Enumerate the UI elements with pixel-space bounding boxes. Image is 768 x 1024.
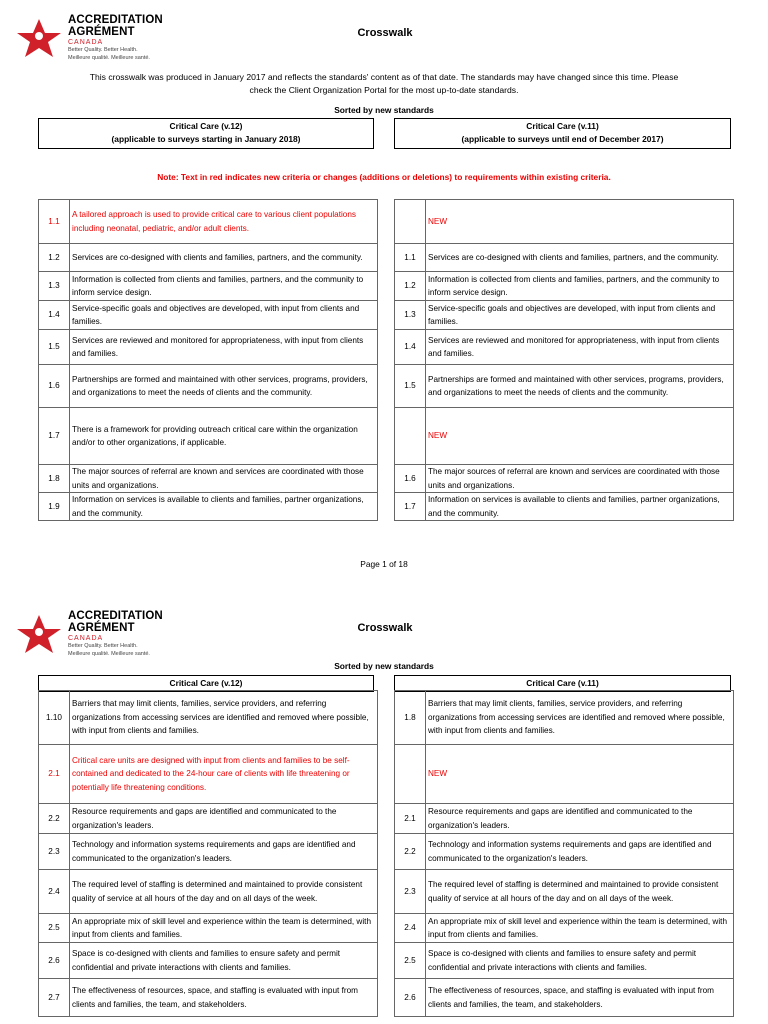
old-criterion-number: 1.7: [395, 493, 426, 521]
old-criterion-text: NEW: [426, 745, 734, 804]
old-criterion-text: The major sources of referral are known and services are coordinated with those units and organizations.: [426, 465, 734, 493]
table-row: [39, 365, 378, 408]
new-criterion-text: Information on services is available to clients and families, partner organizations, and the community.: [70, 493, 378, 521]
table-row: [395, 804, 734, 834]
logo-tagline-1: Better Quality. Better Health.: [68, 47, 138, 53]
table-row: [395, 408, 734, 465]
table-row: [39, 408, 378, 465]
new-criterion-number: 1.7: [39, 408, 70, 465]
table-row: [39, 493, 378, 521]
logo-line-1: ACCREDITATION: [68, 610, 163, 622]
logo-line-2: AGRÉMENT: [68, 25, 135, 38]
sorted-label: Sorted by new standards: [334, 105, 434, 115]
header-new-title: Critical Care (v.12): [169, 121, 243, 131]
old-criterion-number: [395, 408, 426, 465]
table-row: [395, 834, 734, 870]
page-2: [0, 596, 768, 1024]
logo-line-3: CANADA: [68, 635, 104, 642]
crosswalk-table-new-p2: [38, 690, 378, 1017]
header-old-version: Critical Care (v.11): [394, 675, 731, 692]
old-criterion-number: 1.3: [395, 301, 426, 330]
new-criterion-number: 1.9: [39, 493, 70, 521]
new-criterion-text: Information is collected from clients and families, partners, and the community to inform service design.: [70, 272, 378, 301]
table-row: [39, 301, 378, 330]
new-criterion-number: 1.3: [39, 272, 70, 301]
new-criterion-number: 1.1: [39, 200, 70, 244]
intro-line-1: This crosswalk was produced in January 2017 and reflects the standards' content as of that date. The standards may have changed since this time. Please: [89, 72, 679, 82]
old-criterion-number: 1.8: [395, 691, 426, 745]
accreditation-canada-logo: [16, 15, 176, 65]
new-criterion-number: 1.6: [39, 365, 70, 408]
header-new-version: [38, 118, 374, 149]
table-row: [39, 465, 378, 493]
header-old-title: Critical Care (v.11): [526, 121, 599, 131]
new-criterion-text: Service-specific goals and objectives are developed, with input from clients and families.: [70, 301, 378, 330]
old-criterion-number: [395, 745, 426, 804]
old-criterion-text: An appropriate mix of skill level and experience within the team is determined, with input from clients and families.: [426, 914, 734, 943]
new-criterion-number: 2.1: [39, 745, 70, 804]
table-row: [39, 804, 378, 834]
new-criterion-text: The major sources of referral are known and services are coordinated with those units and organizations.: [70, 465, 378, 493]
new-criterion-text: There is a framework for providing outreach critical care within the organization and/or to other organizations, if applicable.: [70, 408, 378, 465]
table-row: [395, 943, 734, 979]
red-star-person-icon: [16, 613, 62, 655]
new-criterion-text: The effectiveness of resources, space, and staffing is evaluated with input from clients and families, the team, and stakeholders.: [70, 979, 378, 1017]
logo-line-2: AGRÉMENT: [68, 621, 135, 634]
new-criterion-number: 2.4: [39, 870, 70, 914]
table-row: [395, 870, 734, 914]
table-row: [395, 272, 734, 301]
old-criterion-number: 2.3: [395, 870, 426, 914]
new-criterion-text: Critical care units are designed with input from clients and families to be self-contained and dedicated to the 24-hour care of clients with life threatening or potentially life threatening conditions.: [70, 745, 378, 804]
old-criterion-number: 1.5: [395, 365, 426, 408]
old-criterion-text: Barriers that may limit clients, families, service providers, and referring organizations from accessing services are identified and removed where possible, with input from clients and families.: [426, 691, 734, 745]
old-criterion-number: 2.1: [395, 804, 426, 834]
header-old-subtitle: (applicable to surveys until end of December 2017): [461, 134, 664, 144]
old-criterion-text: NEW: [426, 408, 734, 465]
header-new-subtitle: (applicable to surveys starting in January 2018): [111, 134, 301, 144]
new-criterion-number: 1.10: [39, 691, 70, 745]
accreditation-canada-logo: [16, 611, 176, 661]
old-criterion-number: 1.2: [395, 272, 426, 301]
old-criterion-number: 2.4: [395, 914, 426, 943]
old-criterion-number: [395, 200, 426, 244]
new-criterion-text: Services are co-designed with clients and families, partners, and the community.: [70, 244, 378, 272]
header-old-version: [394, 118, 731, 149]
old-criterion-text: Services are reviewed and monitored for appropriateness, with input from clients and families.: [426, 330, 734, 365]
intro-line-2: check the Client Organization Portal for the most up-to-date standards.: [249, 85, 519, 95]
old-criterion-number: 1.1: [395, 244, 426, 272]
table-row: [395, 691, 734, 745]
header-new-version: Critical Care (v.12): [38, 675, 374, 692]
old-criterion-text: NEW: [426, 200, 734, 244]
table-row: [39, 914, 378, 943]
new-criterion-number: 2.6: [39, 943, 70, 979]
old-criterion-text: The required level of staffing is determined and maintained to provide consistent quality of service at all hours of the day and on all days of the week.: [426, 870, 734, 914]
table-row: [395, 200, 734, 244]
new-criterion-text: Space is co-designed with clients and families to ensure safety and permit confidential and private interactions with clients and families.: [70, 943, 378, 979]
table-row: [39, 745, 378, 804]
old-criterion-number: 2.2: [395, 834, 426, 870]
new-criterion-number: 2.3: [39, 834, 70, 870]
note-text: Note: Text in red indicates new criteria or changes (additions or deletions) to requirements within existing criteria.: [157, 172, 611, 182]
new-criterion-text: Services are reviewed and monitored for appropriateness, with input from clients and families.: [70, 330, 378, 365]
table-row: [39, 244, 378, 272]
new-criterion-text: Barriers that may limit clients, families, service providers, and referring organizations from accessing services are identified and removed where possible, with input from clients and families.: [70, 691, 378, 745]
table-row: [395, 301, 734, 330]
old-criterion-text: Partnerships are formed and maintained with other services, programs, providers, and organizations to meet the needs of clients and the community.: [426, 365, 734, 408]
table-row: [39, 200, 378, 244]
table-row: [39, 870, 378, 914]
page-title: Crosswalk: [357, 622, 413, 634]
table-row: [395, 493, 734, 521]
crosswalk-table-new-p1: [38, 199, 378, 521]
logo-tagline-2: Meilleure qualité. Meilleure santé.: [68, 650, 150, 657]
table-row: [395, 979, 734, 1017]
table-row: [39, 979, 378, 1017]
old-criterion-text: Information on services is available to clients and families, partner organizations, and the community.: [426, 493, 734, 521]
table-row: [395, 745, 734, 804]
new-criterion-number: 1.5: [39, 330, 70, 365]
new-criterion-number: 2.2: [39, 804, 70, 834]
new-criterion-number: 1.2: [39, 244, 70, 272]
old-criterion-text: Resource requirements and gaps are identified and communicated to the organization's leaders.: [426, 804, 734, 834]
new-criterion-text: A tailored approach is used to provide critical care to various client populations including neonatal, pediatric, and/or adult clients.: [70, 200, 378, 244]
crosswalk-table-old-p1: [394, 199, 734, 521]
crosswalk-table-old-p2: [394, 690, 734, 1017]
old-criterion-text: Technology and information systems requirements and gaps are identified and communicated to the organization's leaders.: [426, 834, 734, 870]
sorted-label: Sorted by new standards: [334, 661, 434, 671]
logo-tagline-1: Better Quality. Better Health.: [68, 643, 138, 649]
table-row: [39, 691, 378, 745]
new-criterion-text: Partnerships are formed and maintained with other services, programs, providers, and organizations to meet the needs of clients and the community.: [70, 365, 378, 408]
new-criterion-text: An appropriate mix of skill level and experience within the team is determined, with input from clients and families.: [70, 914, 378, 943]
old-criterion-text: The effectiveness of resources, space, and staffing is evaluated with input from clients and families, the team, and stakeholders.: [426, 979, 734, 1017]
table-row: [395, 330, 734, 365]
logo-line-1: ACCREDITATION: [68, 14, 163, 26]
page-title: Crosswalk: [357, 27, 413, 39]
old-criterion-text: Service-specific goals and objectives are developed, with input from clients and families.: [426, 301, 734, 330]
table-row: [39, 272, 378, 301]
new-criterion-text: Resource requirements and gaps are identified and communicated to the organization's leaders.: [70, 804, 378, 834]
old-criterion-number: 1.6: [395, 465, 426, 493]
old-criterion-number: 1.4: [395, 330, 426, 365]
table-row: [39, 943, 378, 979]
logo-line-3: CANADA: [68, 39, 104, 46]
table-row: [395, 914, 734, 943]
new-criterion-number: 2.5: [39, 914, 70, 943]
old-criterion-text: Information is collected from clients and families, partners, and the community to inform service design.: [426, 272, 734, 301]
new-criterion-text: The required level of staffing is determined and maintained to provide consistent quality of service at all hours of the day and on all days of the week.: [70, 870, 378, 914]
old-criterion-number: 2.5: [395, 943, 426, 979]
new-criterion-number: 2.7: [39, 979, 70, 1017]
table-row: [39, 330, 378, 365]
old-criterion-number: 2.6: [395, 979, 426, 1017]
red-star-person-icon: [16, 17, 62, 59]
table-row: [395, 244, 734, 272]
new-criterion-text: Technology and information systems requirements and gaps are identified and communicated to the organization's leaders.: [70, 834, 378, 870]
table-row: [395, 365, 734, 408]
table-row: [395, 465, 734, 493]
table-row: [39, 834, 378, 870]
page-number: Page 1 of 18: [360, 559, 408, 569]
old-criterion-text: Space is co-designed with clients and families to ensure safety and permit confidential and private interactions with clients and families.: [426, 943, 734, 979]
intro-text: [50, 71, 718, 97]
new-criterion-number: 1.4: [39, 301, 70, 330]
logo-tagline-2: Meilleure qualité. Meilleure santé.: [68, 54, 150, 61]
old-criterion-text: Services are co-designed with clients and families, partners, and the community.: [426, 244, 734, 272]
new-criterion-number: 1.8: [39, 465, 70, 493]
